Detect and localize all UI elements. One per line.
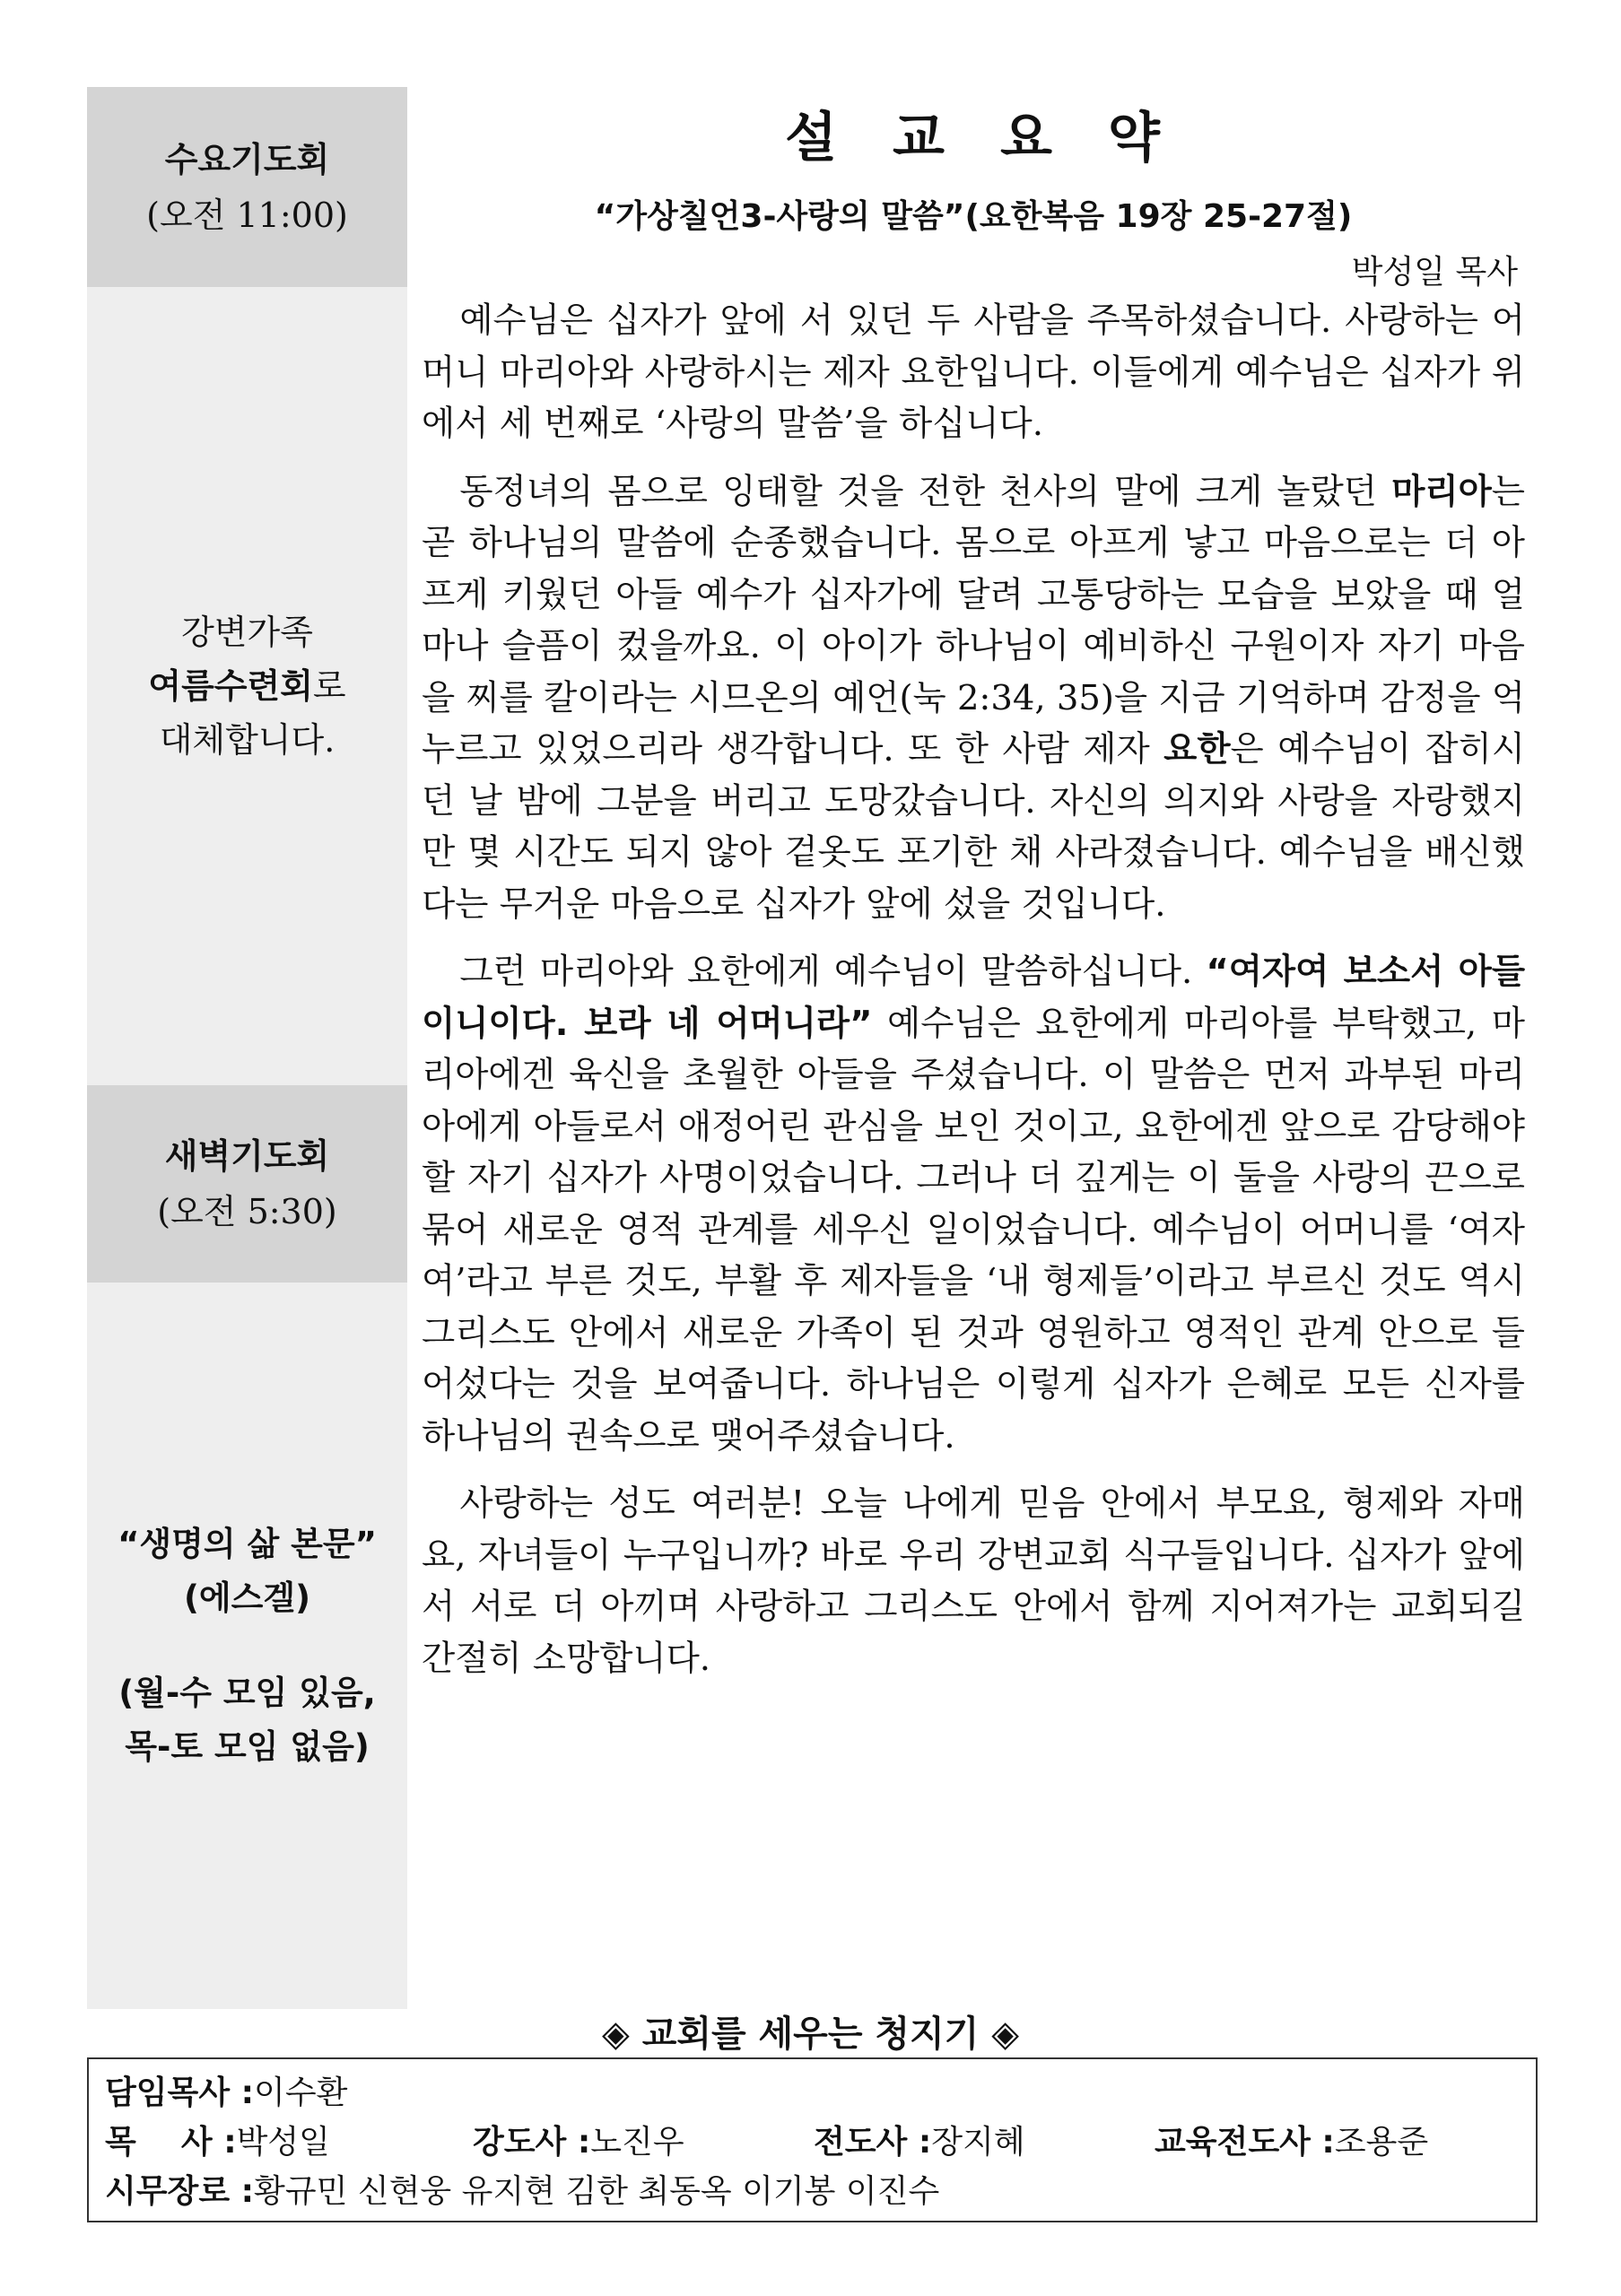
edu-evangelist-label: 교육전도사 : [1155, 2124, 1335, 2161]
devotion-note-1: (월-수 모임 있음, [118, 1674, 376, 1712]
devotion-title: “생명의 삶 본문” [118, 1525, 377, 1563]
devotion-block [87, 1283, 407, 2009]
wednesday-prayer-title: 수요기도회 [164, 139, 330, 179]
evangelist-name: 장지혜 [931, 2124, 1025, 2161]
wednesday-prayer-block [87, 87, 407, 287]
sermon-author: 박성일 목사 [1351, 254, 1518, 291]
stewards-heading: ◈ 교회를 세우는 청지기 ◈ [602, 2013, 1019, 2055]
pastor-name: 박성일 [236, 2124, 330, 2161]
paragraph-3-text-a: 그런 마리아와 요한에게 예수님이 말씀하십니다. [459, 952, 1207, 992]
pastor-entry [105, 2118, 330, 2167]
notice-line-3: 대체합니다. [159, 720, 336, 760]
sermon-subtitle: “가상칠언3-사랑의 말씀”(요한복음 19장 25-27절) [594, 198, 1353, 235]
staff-row-elders [105, 2167, 1520, 2216]
sermon-title: 설교요약 [785, 107, 1216, 170]
paragraph-4: 사랑하는 성도 여러분! 오늘 나에게 믿음 안에서 부모요, 형제와 자매요, 자녀들이 누구입니까? 바로 우리 강변교회 식구들입니다. 십자가 앞에서 서로 더 아끼며 사랑하고 그리스도 안에서 함께 지어져가는 교회되길 간절히 소망합니다. [422, 1483, 1525, 1679]
paragraph-3 [422, 946, 1525, 1462]
staff-row-senior [105, 2068, 1520, 2118]
sidebar [87, 87, 407, 2009]
notice-retreat: 여름수련회 [148, 666, 313, 706]
dawn-prayer-block [87, 1085, 407, 1283]
paragraph-2-text-e: 은 예수님이 잡히시던 날 밤에 그분을 버리고 도망갔습니다. 자신의 의지와 사랑을 자랑했지만 몇 시간도 되지 않아 겉옷도 포기한 채 사라졌습니다. 예수님을 배신했다는 무거운 마음으로 십자가 앞에 섰을 것입니다. [422, 729, 1525, 925]
devotion-book: (에스겔) [183, 1578, 311, 1617]
paragraph-3-quote: “여자여 보소서 아들이니이다. 보라 네 어머니라” [422, 952, 1526, 1044]
dawn-prayer-title: 새벽기도회 [164, 1136, 330, 1176]
notice-line-1: 강변가족 [181, 613, 313, 652]
senior-pastor-label: 담임목사 : [105, 2074, 255, 2111]
edu-evangelist-name: 조용준 [1334, 2124, 1429, 2161]
paragraph-2-john: 요한 [1163, 729, 1231, 770]
preacher-label: 강도사 : [473, 2124, 591, 2161]
senior-pastor-name: 이수환 [254, 2074, 348, 2111]
devotion-note-2: 목-토 모임 없음) [125, 1727, 370, 1766]
wednesday-prayer-time: (오전 11:00) [146, 195, 348, 235]
sermon-summary [422, 87, 1525, 1684]
pastor-label: 목 사 : [105, 2124, 237, 2161]
notice-line-2 [148, 659, 345, 713]
paragraph-2-mary: 마리아 [1391, 471, 1492, 512]
elders-label: 시무장로 : [105, 2173, 255, 2210]
edu-evangelist-entry [1155, 2118, 1428, 2167]
evangelist-label: 전도사 : [814, 2124, 932, 2161]
elders-names: 황규민 신현웅 유지현 김한 최동옥 이기봉 이진수 [254, 2173, 940, 2210]
preacher-name: 노진우 [590, 2124, 684, 2161]
stewards-box [87, 2057, 1538, 2222]
paragraph-2-text-c: 는 곧 하나님의 말씀에 순종했습니다. 몸으로 아프게 낳고 마음으로는 더 아프게 키웠던 아들 예수가 십자가에 달려 고통당하는 모습을 보았을 때 얼마나 슬픔이 컸을까요. 이 아이가 하나님이 예비하신 구원이자 자기 마음을 찌를 칼이라는 시므온의 예언(눅 2:34, 35)을 지금 기억하며 감정을 억누르고 있었으리라 생각합니다. 또 한 사람 제자 [422, 471, 1525, 770]
notice-line-2-rest: 로 [312, 666, 346, 706]
notice-block [87, 287, 407, 1085]
preacher-entry [473, 2118, 684, 2167]
paragraph-1: 예수님은 십자가 앞에 서 있던 두 사람을 주목하셨습니다. 사랑하는 어머니 마리아와 사랑하시는 제자 요한입니다. 이들에게 예수님은 십자가 위에서 세 번째로 ‘사랑의 말씀’을 하십니다. [422, 300, 1525, 444]
staff-row-ministers [105, 2118, 1520, 2167]
dawn-prayer-time: (오전 5:30) [157, 1192, 337, 1231]
paragraph-2 [422, 466, 1525, 931]
evangelist-entry [814, 2118, 1025, 2167]
paragraph-3-text-c: 예수님은 요한에게 마리아를 부탁했고, 마리아에겐 육신을 초월한 아들을 주셨습니다. 이 말씀은 먼저 과부된 마리아에게 아들로서 애정어린 관심을 보인 것이고, 요한에겐 앞으로 감당해야 할 자기 십자가 사명이었습니다. 그러나 더 깊게는 이 둘을 사랑의 끈으로 묶어 새로운 영적 관계를 세우신 일이었습니다. 예수님이 어머니를 ‘여자여’라고 부른 것도, 부활 후 제자들을 ‘내 형제들’이라고 부르신 것도 역시 그리스도 안에서 새로운 가족이 된 것과 영원하고 영적인 관계 안으로 들어섰다는 것을 보여줍니다. 하나님은 이렇게 십자가 은혜로 모든 신자를 하나님의 권속으로 맺어주셨습니다. [422, 1003, 1525, 1457]
paragraph-2-text-a: 동정녀의 몸으로 잉태할 것을 전한 천사의 말에 크게 놀랐던 [459, 471, 1392, 512]
